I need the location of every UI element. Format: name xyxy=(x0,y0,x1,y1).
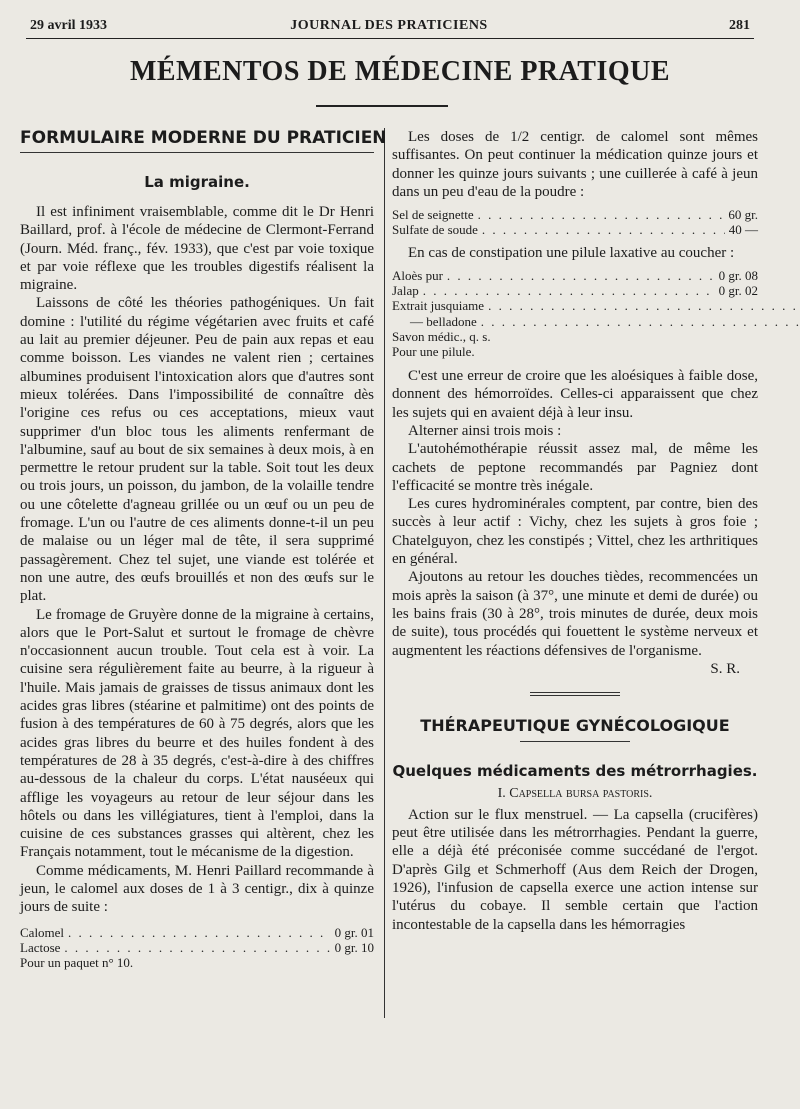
ingredient-quantity: 0 gr. 02 xyxy=(718,283,758,299)
paragraph: L'autohémothérapie réussit assez mal, de même les cachets de peptone recommandés par Pagniez dont l'efficacité se montre très inégale. xyxy=(392,441,758,494)
left-column xyxy=(20,128,387,976)
title-rule xyxy=(316,105,448,107)
formula-end: Pour un paquet n° 10. xyxy=(20,954,134,970)
paragraph: En cas de constipation une pilule laxative au coucher : xyxy=(408,244,735,261)
ingredient-name: Extrait jusquiame xyxy=(392,298,485,314)
formula-row xyxy=(392,268,758,283)
formula-end: Savon médic., q. s. xyxy=(392,328,491,344)
journal-name: JOURNAL DES PRATICIENS xyxy=(290,18,488,33)
prescription-formula xyxy=(392,207,758,237)
author-signature: S. R. xyxy=(710,660,740,677)
ingredient-quantity: 0 gr. 08 xyxy=(718,267,758,283)
leader-dots xyxy=(481,314,800,329)
article-title: La migraine. xyxy=(144,173,250,191)
paragraph: Les doses de 1/2 centigr. de calomel sont mêmes suffisantes. On peut continuer la médication quinze jours et donner les quinze jours suivants ; une cuillerée à café à jeun dans un peu d'eau de la poudre : xyxy=(392,129,758,200)
running-head xyxy=(24,16,754,36)
leader-dots xyxy=(68,925,331,940)
paragraph: Laissons de côté les théories pathogéniques. Un fait domine : l'utilité du régime végétarien avec fruits et café au lait au premier déjeuner. Peu de pain aux repas et eau comme boisson. Les viandes ne valent rien ; certaines albumines produisent l'intoxication alors que d'autres sont mieux tolérées. Dans l'impossibilité de connaître dès l'origine ces refus ou ces acceptations, mieux vaut supprimer d'un bloc tous les aliments renfermant de l'albumine, sauf au bout de six semaines à deux mois, à en permettre le retour prudent sur la table. Soit tout les deux ou trois jours, un poisson, du jambon, de la volaille tendre ou une côtelette d'agneau grillée ou un œuf ou un peu de fromage. L'un ou l'autre de ces aliments donne-t-il un peu de malaise ou un léger mal de tête, il sera supprimé passagèrement. Chez tel sujet, une viande est tolérée et non une autre, des œufs brouillés et non des œufs sur le plat. xyxy=(20,295,374,605)
paragraph: Alterner ainsi trois mois : xyxy=(408,423,562,439)
double-rule xyxy=(530,692,620,696)
page-title: MÉMENTOS DE MÉDECINE PRATIQUE xyxy=(129,56,671,87)
leader-dots xyxy=(447,268,715,283)
ingredient-quantity: 0 gr. 01 xyxy=(334,924,374,940)
column-divider xyxy=(384,128,385,1018)
bracket-lines xyxy=(392,298,800,328)
ingredient-quantity: 0 gr. 10 xyxy=(334,939,374,955)
ingredient-name: Sulfate de soude xyxy=(392,222,478,238)
ingredient-name: — belladone xyxy=(410,313,477,329)
paragraph: Action sur le flux menstruel. — La capsella (crucifères) peut être utilisée dans les métrorrhagies. Pendant la guerre, elle a déjà été préconisée comme succédané de l'ergot. D'après Gilg et Schmerhoff (Aus dem Reich der Drogen, 1926), l'infusion de capsella exerce une action intense sur l'utérus du cobaye. Il semble certain que l'action incontestable de la capsella dans les hémorragies xyxy=(392,806,758,933)
paragraph: Ajoutons au retour les douches tièdes, recommencées un mois après la saison (à 37°, une minute et demi de durée) ou les bains frais (30 à 28°, trois minutes de durée, deux mois de suite), tous procédés qui fouettent le système nerveux et augmentent les réactions défensives de l'organisme. xyxy=(392,569,758,659)
leader-dots xyxy=(482,222,725,237)
section-rule xyxy=(520,741,630,742)
formula-bracket-group xyxy=(392,298,758,328)
right-column xyxy=(392,128,758,934)
ingredient-quantity: 40 — xyxy=(728,222,758,238)
ingredient-quantity: 60 gr. xyxy=(728,207,758,223)
prescription-formula xyxy=(392,268,758,359)
article-title: Quelques médicaments des métrorrhagies. xyxy=(392,761,758,780)
paragraph: Comme médicaments, M. Henri Paillard recommande à jeun, le calomel aux doses de 1 à 3 centigr., dix à quinze jours de suite : xyxy=(20,862,374,916)
paragraph: C'est une erreur de croire que les aloésiques à faible dose, donnent des hémorroïdes. Celles-ci apparaissent que chez les sujets qui en avaient déjà à leur insu. xyxy=(392,368,758,421)
ingredient-name: Aloès pur xyxy=(392,267,443,283)
ingredient-name: Jalap xyxy=(392,283,419,299)
section-rule xyxy=(20,152,374,153)
leader-dots xyxy=(488,298,800,313)
formula-row xyxy=(392,222,758,237)
leader-dots xyxy=(478,207,725,222)
ingredient-name: Lactose xyxy=(20,939,61,955)
rule-line xyxy=(530,695,620,696)
formula-row xyxy=(392,298,800,313)
leader-dots xyxy=(423,283,715,298)
page-number: 281 xyxy=(729,18,750,33)
subheading: I. Capsella bursa pastoris. xyxy=(497,785,653,801)
formula-row xyxy=(392,314,800,329)
formula-row xyxy=(20,925,374,940)
issue-date: 29 avril 1933 xyxy=(30,18,107,33)
formula-row xyxy=(392,283,758,298)
section-title-formulaire: FORMULAIRE MODERNE DU PRATICIEN xyxy=(20,128,387,148)
ingredient-name: Sel de seignette xyxy=(392,207,474,223)
header-rule xyxy=(26,38,754,39)
rule-line xyxy=(530,692,620,693)
prescription-formula xyxy=(20,925,374,971)
paragraph: Les cures hydrominérales comptent, par contre, bien des succès à leur actif : Vichy, chez les sujets à gros foie ; Chatelguyon, chez les constipés ; Vittel, chez les arthritiques en général. xyxy=(392,496,758,568)
paragraph: Il est infiniment vraisemblable, comme dit le Dr Henri Baillard, prof. à l'école de médecine de Clermont-Ferrand (Journ. Méd. franç., fév. 1933), que c'est par voie toxique et par voie réflexe que les troubles digestifs réalisent la migraine. xyxy=(20,204,374,294)
ingredient-name: Calomel xyxy=(20,924,65,940)
formula-end: Pour une pilule. xyxy=(392,343,475,359)
section-title-therapeutique: THÉRAPEUTIQUE GYNÉCOLOGIQUE xyxy=(420,715,730,735)
formula-row xyxy=(20,940,374,955)
leader-dots xyxy=(64,940,330,955)
formula-row xyxy=(392,207,758,222)
paragraph: Le fromage de Gruyère donne de la migraine à certains, alors que le Port-Salut et surtout le fromage de chèvre n'occasionnent aucun trouble. Tout cela est à voir. La cuisine sera régulièrement faite au beurre, à la rigueur à l'huile. Mais jamais de graisses de tissus animaux dont les acides gras libres (stéarine et palmitime) ont des points de fusion à des températures de 60 à 75 degrés, alors que les acides gras libres du beurre et des huiles fondent à des températures de 28 à 35 degrés, c'est-à-dire à des chiffres au-dessous de la chaleur du corps. L'état nauséeux qui afflige les voyageurs au retour de leur séjour dans les hôtels ou dans les villégiatures, tient à l'emploi, dans la cuisine de ces substances grasses qui altèrent, chez les Français notamment, tout le mécanisme de la digestion. xyxy=(20,606,374,861)
